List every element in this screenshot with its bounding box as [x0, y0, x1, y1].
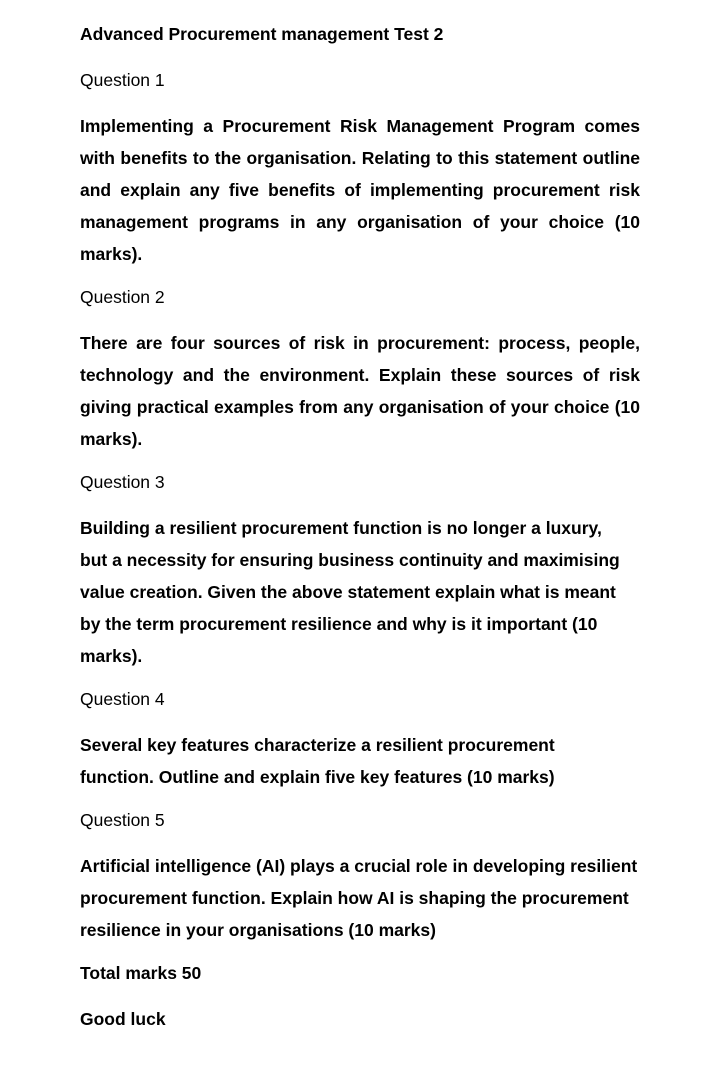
- closing-text: Good luck: [80, 1009, 166, 1029]
- document-title: Advanced Procurement management Test 2: [80, 24, 444, 44]
- question-3-heading: Question 3: [80, 472, 165, 492]
- question-5-heading: Question 5: [80, 810, 165, 830]
- question-5: [80, 807, 640, 946]
- question-2: [80, 284, 640, 455]
- question-2-text: There are four sources of risk in procurement: process, people, technology and the environment. Explain these sources of risk giving practical examples from any organisation of your choice (10 marks).: [80, 333, 640, 449]
- question-4: [80, 686, 640, 793]
- question-2-heading: Question 2: [80, 287, 165, 307]
- question-5-text: Artificial intelligence (AI) plays a crucial role in developing resilient procurement function. Explain how AI is shaping the procurement resilience in your organisations (10 marks): [80, 856, 638, 940]
- total-marks: Total marks 50: [80, 963, 202, 983]
- question-1-text: Implementing a Procurement Risk Management Program comes with benefits to the organisation. Relating to this statement outline and explain any five benefits of implementing procurement risk management programs in any organisation of your choice (10 marks).: [80, 116, 640, 264]
- question-3-text: Building a resilient procurement function is no longer a luxury, but a necessity for ensuring business continuity and maximising value creation. Given the above statement explain what is meant by the term procurement resilience and why is it important (10 marks).: [80, 518, 620, 666]
- question-4-text: Several key features characterize a resilient procurement function. Outline and explain five key features (10 marks): [80, 735, 555, 787]
- question-1-heading: Question 1: [80, 70, 165, 90]
- question-1: [80, 67, 640, 270]
- question-4-heading: Question 4: [80, 689, 165, 709]
- question-3: [80, 469, 640, 672]
